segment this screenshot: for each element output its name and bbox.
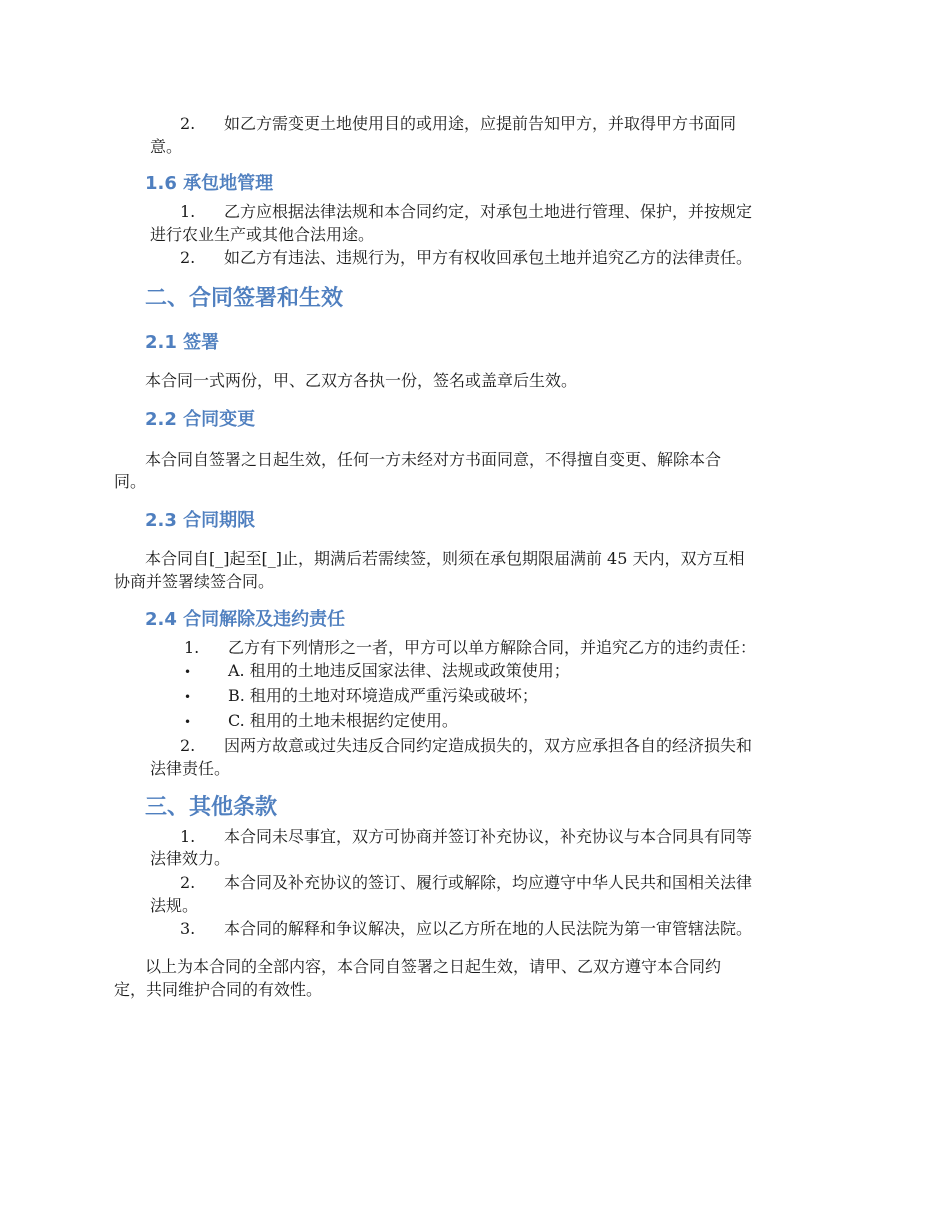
- list-item: [180, 825, 752, 849]
- list-item-continuation: 法律责任。: [150, 759, 231, 778]
- list-item: [180, 871, 752, 895]
- list-item-continuation: 意。: [150, 137, 183, 156]
- list-item: [180, 112, 736, 136]
- list-item-text: 如乙方需变更土地使用目的或用途，应提前告知甲方，并取得甲方书面同: [224, 114, 737, 133]
- list-item-continuation: 进行农业生产或其他合法用途。: [150, 225, 375, 244]
- list-item-number: 2.: [180, 873, 196, 892]
- bullet-item-text: B. 租用的土地对环境造成严重污染或破坏；: [228, 686, 538, 705]
- list-item-text: 本合同及补充协议的签订、履行或解除，均应遵守中华人民共和国相关法律: [224, 873, 753, 892]
- paragraph: 本合同自签署之日起生效，任何一方未经对方书面同意，不得擅自变更、解除本合: [145, 450, 722, 469]
- paragraph: 本合同一式两份，甲、乙双方各执一份，签名或盖章后生效。: [145, 371, 578, 390]
- list-item-text: 如乙方有违法、违规行为，甲方有权收回承包土地并追究乙方的法律责任。: [224, 248, 753, 267]
- section-heading-2-4: 2.4 合同解除及违约责任: [145, 609, 346, 630]
- bullet-icon: •: [184, 665, 192, 679]
- section-heading-2-1: 2.1 签署: [145, 332, 220, 353]
- chapter-heading-2: 二、合同签署和生效: [145, 286, 344, 311]
- list-item-continuation: 法规。: [150, 896, 199, 915]
- list-item-text: 因两方故意或过失违反合同约定造成损失的，双方应承担各自的经济损失和: [224, 736, 753, 755]
- closing-paragraph-continuation: 定，共同维护合同的有效性。: [114, 980, 323, 999]
- closing-paragraph: 以上为本合同的全部内容，本合同自签署之日起生效，请甲、乙双方遵守本合同约: [145, 957, 722, 976]
- list-item-text: 本合同的解释和争议解决，应以乙方所在地的人民法院为第一审管辖法院。: [224, 919, 753, 938]
- list-item-continuation: 法律效力。: [150, 849, 231, 868]
- list-item: [180, 734, 752, 758]
- list-item-number: 2.: [180, 114, 196, 133]
- list-item-text: 乙方应根据法律法规和本合同约定，对承包土地进行管理、保护，并按规定: [224, 202, 753, 221]
- list-item: [180, 917, 752, 941]
- bullet-item: [184, 659, 570, 684]
- paragraph: 本合同自[_]起至[_]止，期满后若需续签，则须在承包期限届满前 45 天内，双方互相: [145, 549, 745, 568]
- bullet-item-text: A. 租用的土地违反国家法律、法规或政策使用；: [228, 661, 570, 680]
- list-item-number: 3.: [180, 919, 196, 938]
- bullet-icon: •: [184, 715, 192, 729]
- list-item-number: 2.: [180, 736, 196, 755]
- list-item: [184, 636, 756, 660]
- list-item-number: 2.: [180, 248, 196, 267]
- list-item: [180, 246, 752, 270]
- list-item-number: 1.: [184, 638, 200, 657]
- section-heading-2-2: 2.2 合同变更: [145, 409, 256, 430]
- bullet-item: [184, 709, 458, 734]
- paragraph-continuation: 同。: [114, 472, 147, 491]
- bullet-item-text: C. 租用的土地未根据约定使用。: [228, 711, 458, 730]
- list-item-number: 1.: [180, 202, 196, 221]
- list-item-text: 本合同未尽事宜，双方可协商并签订补充协议，补充协议与本合同具有同等: [224, 827, 753, 846]
- list-item: [180, 200, 752, 224]
- chapter-heading-3: 三、其他条款: [145, 795, 278, 820]
- section-heading-1-6: 1.6 承包地管理: [145, 173, 274, 194]
- paragraph-continuation: 协商并签署续签合同。: [114, 572, 275, 591]
- list-item-number: 1.: [180, 827, 196, 846]
- list-item-text: 乙方有下列情形之一者，甲方可以单方解除合同，并追究乙方的违约责任：: [228, 638, 757, 657]
- bullet-icon: •: [184, 690, 192, 704]
- section-heading-2-3: 2.3 合同期限: [145, 510, 256, 531]
- bullet-item: [184, 684, 538, 709]
